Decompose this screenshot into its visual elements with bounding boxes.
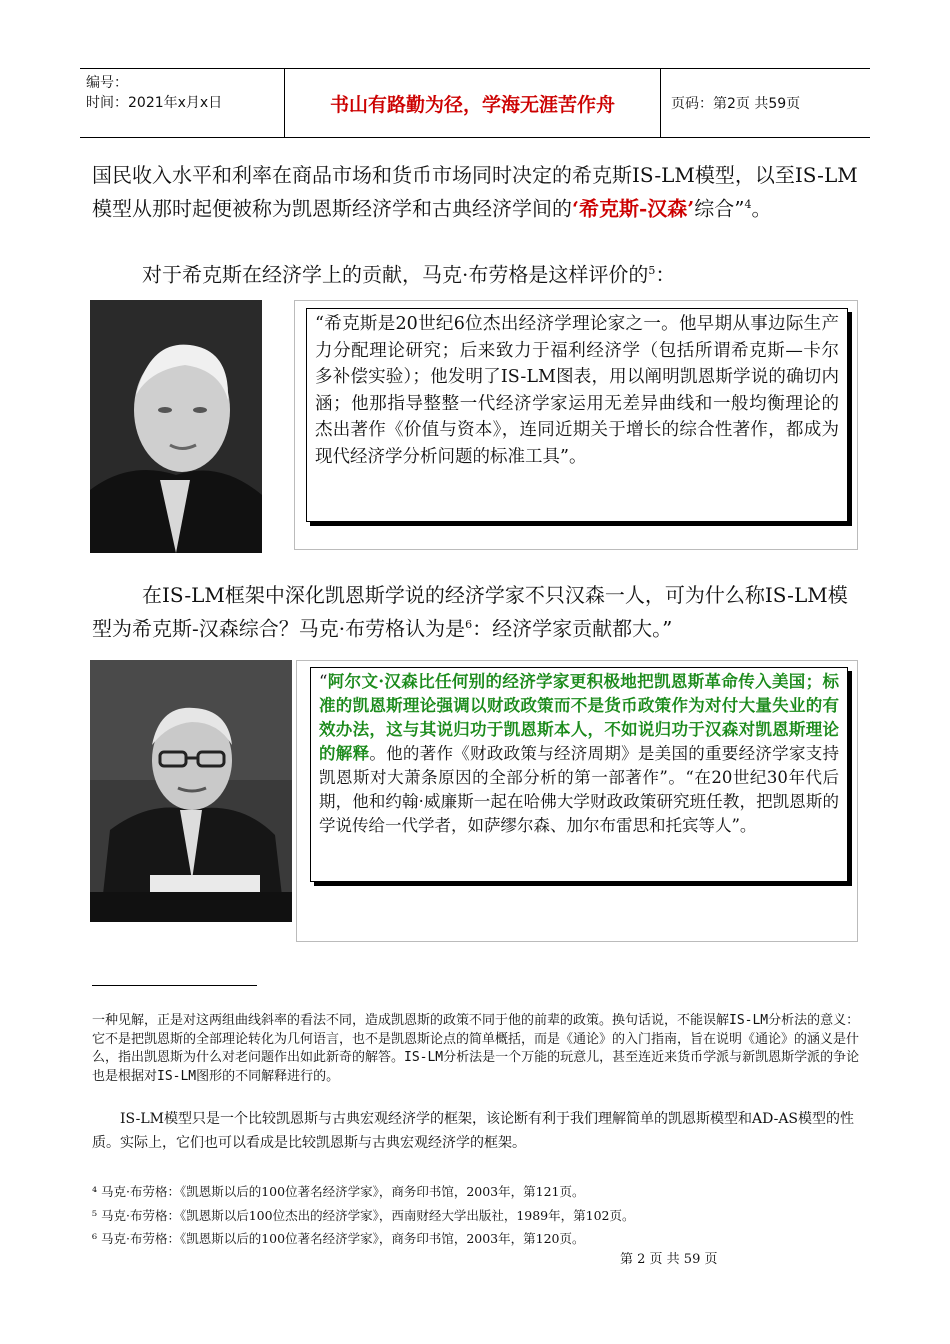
footnote-ref-5[interactable]: 5 — [648, 264, 656, 277]
header-number-label: 编号： — [86, 75, 128, 91]
header-date: 时间：2021年x月x日 — [86, 95, 223, 111]
header-motto: 书山有路勤为径，学海无涯苦作舟 — [285, 69, 661, 137]
quote2-open-mark: “ — [319, 672, 328, 691]
footnote-ref-6[interactable]: 6 — [465, 618, 473, 631]
footnote-6: ⁶ 马克·布劳格：《凯恩斯以后的100位著名经济学家》，商务印书馆，2003年，第120页。 — [92, 1231, 585, 1246]
hicks-portrait-photo — [90, 300, 262, 553]
hansen-portrait-photo — [90, 660, 292, 922]
p3-end: ：经济学家贡献都大。” — [472, 616, 673, 641]
p2-end: ： — [655, 262, 676, 287]
footnote-5: ⁵ 马克·布劳格：《凯恩斯以后100位杰出的经济学家》，西南财经大学出版社，1989年，第102页。 — [92, 1208, 635, 1223]
footnote-ref-4[interactable]: 4 — [744, 198, 752, 211]
hicks-quote: “希克斯是20世纪6位杰出经济学理论家之一。他早期从事边际生产力分配理论研究；后来致力于福利经济学（包括所谓希克斯—卡尔多补偿实验）；他发明了IS-LM图表，用以阐明凯恩斯学说的确切内涵；他那指导整整一代经济学家运用无差异曲线和一般均衡理论的杰出著作《价值与资本》，连同近期关于增长的综合性著作，都成为现代经济学分析问题的标准工具”。 — [306, 308, 848, 522]
paragraph-3 — [92, 580, 862, 644]
paragraph-1 — [92, 160, 862, 224]
footnote-continuation-2: IS-LM模型只是一个比较凯恩斯与古典宏观经济学的框架，该论断有利于我们理解简单的凯恩斯模型和AD-AS模型的性质。实际上，它们也可以看成是比较凯恩斯与古典宏观经济学的框架。 — [92, 1111, 855, 1151]
paragraph-2 — [92, 256, 862, 290]
header-page-number: 页码：第2页 共59页 — [671, 96, 801, 112]
header-meta — [80, 69, 285, 137]
page-header — [80, 68, 870, 138]
footnote-continuation-1: 一种见解，正是对这两组曲线斜率的看法不同，造成凯恩斯的政策不同于他的前辈的政策。换句话说，不能误解IS-LM分析法的意义：它不是把凯恩斯的全部理论转化为几何语言，也不是凯恩斯论点的简单概括，而是《通论》的入门指南，旨在说明《通论》的涵义是什么，指出凯恩斯为什么对老问题作出如此新奇的解答。IS-LM分析法是一个万能的玩意儿，甚至连近来货币学派与新凯恩斯学派的争论也是根据对IS-LM图形的不同解释进行的。 — [92, 1013, 860, 1084]
p1-highlight: ‘希克斯-汉森’ — [572, 196, 695, 221]
p2-text: 对于希克斯在经济学上的贡献，马克·布劳格是这样评价的 — [142, 262, 649, 287]
p1-text-b: 综合” — [694, 196, 745, 221]
p1-end: 。 — [751, 196, 772, 221]
page-footer-number: 第 2 页 共 59 页 — [620, 1252, 718, 1267]
hansen-quote — [310, 667, 848, 882]
p1-text-a: 国民收入水平和利率在商品市场和货币市场同时决定的希克斯IS-LM模型，以至IS-LM模型从那时起便被称为凯恩斯经济学和古典经济学间的 — [92, 163, 858, 221]
footnote-separator — [92, 985, 257, 986]
footnote-4: ⁴ 马克·布劳格：《凯恩斯以后的100位著名经济学家》，商务印书馆，2003年，第121页。 — [92, 1184, 585, 1199]
p3-text: 在IS-LM框架中深化凯恩斯学说的经济学家不只汉森一人，可为什么称IS-LM模型为希克斯-汉森综合？马克·布劳格认为是 — [92, 583, 848, 641]
quote2-rest: 。他的著作《财政政策与经济周期》是美国的重要经济学家支持凯恩斯对大萧条原因的全部分析的第一部著作”。“在20世纪30年代后期，他和约翰·威廉斯一起在哈佛大学财政政策研究班任教，把凯恩斯的学说传给一代学者，如萨缪尔森、加尔布雷思和托宾等人”。 — [319, 744, 840, 835]
quote2-highlight: 阿尔文·汉森比任何别的经济学家更积极地把凯恩斯革命传入美国；标准的凯恩斯理论强调以财政政策而不是货币政策作为对付大量失业的有效办法，这与其说归功于凯恩斯本人，不如说归功于汉森对凯恩斯理论的解释 — [319, 672, 839, 763]
